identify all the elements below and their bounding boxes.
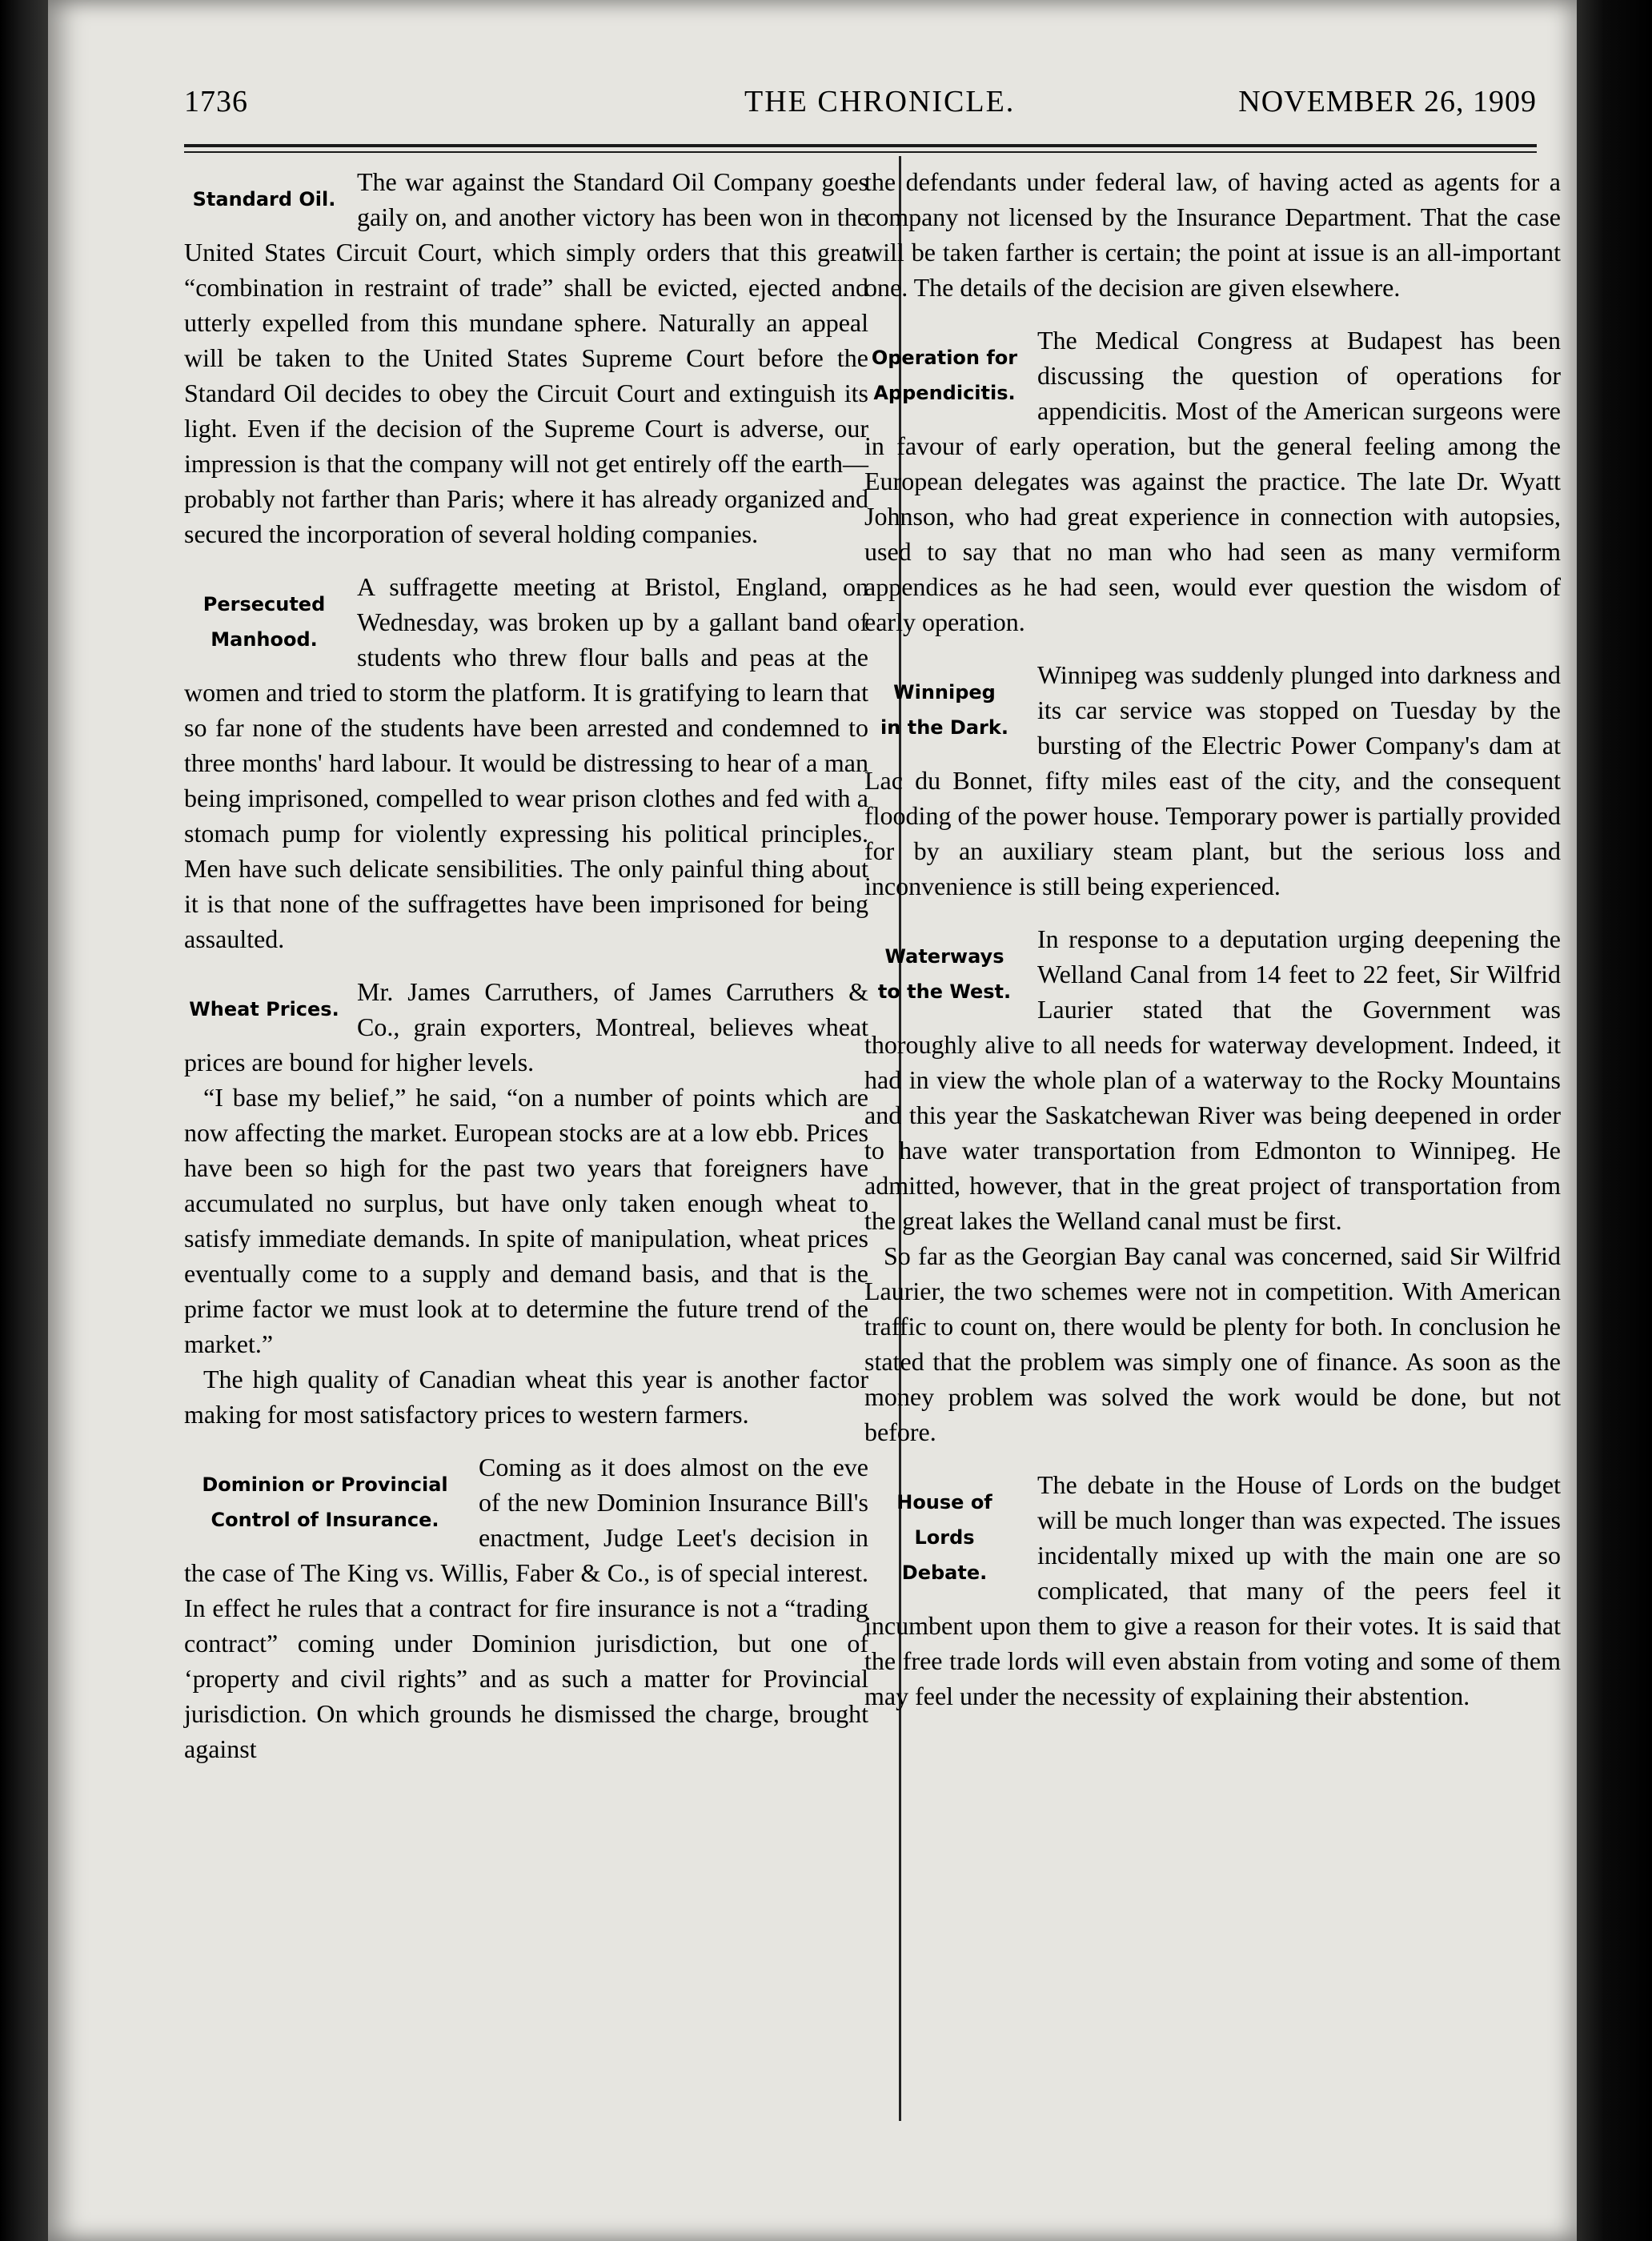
article-paragraph: Winnipeg was suddenly plunged into darkness and its car service was stopped on Tuesday by the bursting of the Electric Power Company's dam at Lac du Bonnet, fifty miles east of the city, and the consequent flooding of the power house. Temporary power is partially provided for by an auxiliary steam plant, but the serious loss and inconvenience is still being experienced. [864, 660, 1561, 900]
side-heading-line: Debate. [901, 1561, 988, 1584]
side-heading [184, 974, 344, 1027]
article-paragraph: The war against the Standard Oil Company goes gaily on, and another victory has been won in the United States Circuit Court, which simply orders that this great “combination in restraint of trade” shall be evicted, ejected and utterly expelled from this mundane sphere. Naturally an appeal will be taken to the United States Supreme Court before the Standard Oil decides to obey the Circuit Court and extinguish its light. Even if the decision of the Supreme Court is adverse, our impression is that the company will not get entirely off the earth—probably not farther than Paris; where it has already organized and secured the incorporation of several holding companies. [184, 167, 868, 548]
article-paragraph: A suffragette meeting at Bristol, England, on Wednesday, was broken up by a gallant band of students who threw flour balls and peas at the women and tried to storm the platform. It is gratifying to learn that so far none of the students have been arrested and condemned to three months' hard labour. It would be distressing to hear of a man being imprisoned, compelled to wear prison clothes and fed with a stomach pump for violently expressing his political principles. Men have such delicate sensibilities. The only painful thing about it is that none of the suffragettes have been imprisoned for being assaulted. [184, 572, 868, 953]
article-paragraph: Mr. James Carruthers, of James Carruthers & Co., grain exporters, Montreal, believes wheat prices are bound for higher levels. [184, 977, 868, 1076]
side-heading-line: Control of Insurance. [211, 1509, 439, 1531]
header-rule-thick [184, 144, 1537, 147]
side-heading [184, 1449, 466, 1537]
article [184, 569, 868, 956]
article-paragraph: The high quality of Canadian wheat this year is another factor making for most satisfactory prices to western farmers. [184, 1365, 868, 1429]
page-number-text: 1736 [184, 85, 248, 118]
article-paragraph: In response to a deputation urging deepening the Welland Canal from 14 feet to 22 feet, Sir Wilfrid Laurier stated that the Government was thoroughly alive to all needs for waterway development. Indeed, it had in view the whole plan of a waterway to the Rocky Mountains and this year the Saskatchewan River was being deepened in order to have water transportation from Edmonton to Winnipeg. He admitted, however, that in the great project of transportation from the great lakes the Welland canal must be first. [864, 924, 1561, 1235]
side-heading-line: Manhood. [211, 628, 318, 651]
issue-date-text: NOVEMBER 26, 1909 [1238, 85, 1537, 118]
header-rule-thin [184, 151, 1537, 153]
side-heading-line: Waterways [884, 945, 1004, 968]
article [864, 657, 1561, 904]
article-paragraph: The debate in the House of Lords on the budget will be much longer than was expected. The issues incidentally mixed up with the main one are so complicated, that many of the peers feel it incumbent upon them to give a reason for their votes. It is said that the free trade lords will even abstain from voting and some of them may feel under the necessity of explaining their abstention. [864, 1470, 1561, 1710]
article [184, 1449, 868, 1766]
side-heading-line: Appendicitis. [873, 382, 1016, 404]
scan-border-right [1572, 0, 1652, 2241]
side-heading [184, 569, 344, 657]
article [864, 1467, 1561, 1714]
article [864, 323, 1561, 639]
side-heading-line: to the West. [877, 980, 1012, 1003]
side-heading [864, 323, 1024, 411]
side-heading [864, 921, 1024, 1009]
side-heading-line: House of Lords [896, 1491, 992, 1549]
side-heading-line: in the Dark. [880, 716, 1008, 739]
side-heading-line: Winnipeg [893, 681, 996, 704]
side-heading [184, 164, 344, 217]
page-header-text [184, 76, 1537, 132]
article [864, 921, 1561, 1449]
article [184, 164, 868, 551]
article-paragraph: So far as the Georgian Bay canal was concerned, said Sir Wilfrid Laurier, the two schemes were not in competition. With American traffic to count on, there would be plenty for both. In conclusion he stated that the problem was simply one of finance. As soon as the money problem was solved the work would be done, but not before. [864, 1241, 1561, 1446]
side-heading-line: Standard Oil. [192, 188, 336, 210]
right-column [864, 164, 1561, 1731]
side-heading-line: Dominion or Provincial [202, 1473, 448, 1496]
article-paragraph: Coming as it does almost on the eve of the new Dominion Insurance Bill's enactment, Judge Leet's decision in the case of The King vs. Willis, Faber & Co., is of special interest. In effect he rules that a contract for fire insurance is not a “trading contract” coming under Dominion jurisdiction, but one of ‘property and civil rights” and as such a matter for Provincial jurisdiction. On which grounds he dismissed the charge, brought against [184, 1453, 868, 1763]
publication-title-text: THE CHRONICLE. [744, 85, 1016, 118]
side-heading-line: Operation for [871, 347, 1018, 369]
side-heading [864, 1467, 1024, 1590]
side-heading-line: Wheat Prices. [189, 998, 339, 1020]
side-heading [864, 657, 1024, 745]
left-column [184, 164, 868, 1784]
article [184, 974, 868, 1432]
article [864, 164, 1561, 305]
article-paragraph: The Medical Congress at Budapest has been discussing the question of operations for appendicitis. Most of the American surgeons were in favour of early operation, but the general feeling among the European delegates was against the practice. The late Dr. Wyatt Johnson, who had great experience in connection with autopsies, used to say that no man who had seen as many vermiform appendices as he had seen, would ever question the wisdom of early operation. [864, 326, 1561, 636]
side-heading-line: Persecuted [202, 593, 326, 615]
article-paragraph: the defendants under federal law, of having acted as agents for a company not licensed by the Insurance Department. That the case will be taken farther is certain; the point at issue is an all-important one. The details of the decision are given elsewhere. [864, 167, 1561, 302]
article-paragraph: “I base my belief,” he said, “on a number of points which are now affecting the market. European stocks are at a low ebb. Prices have been so high for the past two years that foreigners have accumulated no surplus, but have only taken enough wheat to satisfy immediate demands. In spite of manipulation, wheat prices eventually come to a supply and demand basis, and that is the prime factor we must look at to determine the future trend of the market.” [184, 1083, 868, 1358]
